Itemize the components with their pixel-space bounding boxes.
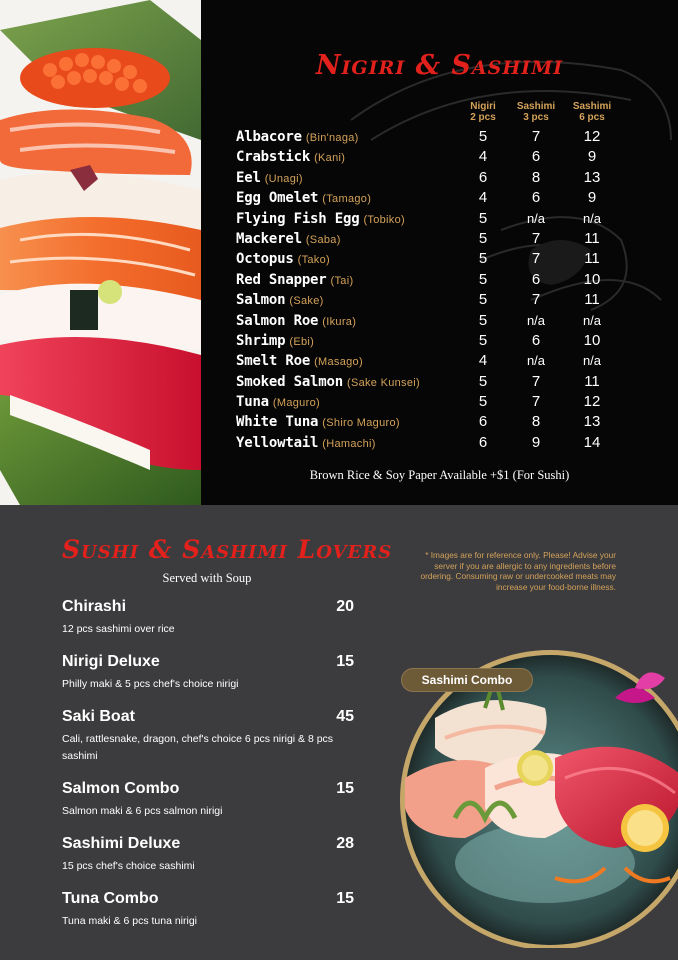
price-sashimi-3: 6 <box>531 270 541 288</box>
item-japanese-name: (Maguro) <box>272 397 320 410</box>
item-japanese-name: (Saba) <box>305 233 341 246</box>
price-sashimi-6: 9 <box>587 189 597 207</box>
price-nigiri: 6 <box>478 433 488 451</box>
price-nigiri: 6 <box>478 413 488 431</box>
column-header-sashimi-6 <box>567 101 617 123</box>
menu-item-row <box>236 351 636 371</box>
price-nigiri: 5 <box>478 128 488 145</box>
item-japanese-name: (Hamachi) <box>322 437 376 450</box>
item-name <box>236 311 356 332</box>
item-japanese-name: (Unagi) <box>264 172 303 185</box>
price-sashimi-6: n/a <box>582 312 602 328</box>
price-sashimi-3: 7 <box>531 393 541 411</box>
price-sashimi-3: 6 <box>531 331 541 349</box>
combo-description: Cali, rattlesnake, dragon, chef's choice 6 pcs nirigi & 8 pcs sashimi <box>62 733 334 762</box>
menu-item-row <box>236 270 636 290</box>
combo-price: 20 <box>336 598 354 615</box>
menu-item-row <box>236 188 636 208</box>
price-sashimi-6: 13 <box>583 168 601 186</box>
item-japanese-name: (Shiro Maguro) <box>322 417 400 430</box>
item-japanese-name: (Tobiko) <box>363 213 405 226</box>
sashimi-combo-label: Sashimi Combo <box>401 668 533 692</box>
item-japanese-name: (Tamago) <box>322 193 372 206</box>
item-japanese-name: (Tai) <box>330 274 354 287</box>
price-sashimi-6: 11 <box>584 291 600 309</box>
item-name-text: Smelt Roe <box>236 353 311 370</box>
price-nigiri: 4 <box>478 189 488 207</box>
menu-item-row <box>236 290 636 310</box>
item-japanese-name: (Kani) <box>314 152 346 165</box>
price-nigiri: 5 <box>478 250 488 268</box>
item-name-text: Salmon Roe <box>236 312 319 329</box>
item-name <box>236 433 376 454</box>
item-name <box>236 351 363 372</box>
column-header-line: Nigiri <box>470 101 496 112</box>
item-name-text: Yellowtail <box>236 434 319 451</box>
price-nigiri: 4 <box>478 352 488 370</box>
combo-name: Tuna Combo <box>62 890 159 907</box>
combo-item <box>62 597 358 638</box>
item-name-text: Tuna <box>236 394 269 411</box>
item-name <box>236 188 371 209</box>
combo-item <box>62 834 358 875</box>
combo-name: Sashimi Deluxe <box>62 835 181 852</box>
combo-name: Saki Boat <box>62 708 135 725</box>
price-sashimi-3: 6 <box>531 189 541 207</box>
combo-price: 15 <box>336 653 354 670</box>
lovers-subtitle: Served with Soup <box>162 571 252 585</box>
price-nigiri: 5 <box>478 229 488 247</box>
allergy-disclaimer: * Images are for reference only. Please! Advise your server if you are allergic to any ingredients before ordering. Consuming raw or undercooked meats may increase your food-borne illness. <box>420 550 616 592</box>
price-sashimi-6: 11 <box>584 229 600 247</box>
price-sashimi-6: 11 <box>584 372 600 390</box>
column-header-nigiri <box>458 101 508 123</box>
item-name <box>236 249 330 270</box>
menu-item-row <box>236 372 636 392</box>
nigiri-title: Nigiri & Sashimi <box>315 50 564 81</box>
combo-price: 15 <box>336 780 354 797</box>
combo-price: 45 <box>336 708 354 725</box>
combo-item <box>62 889 358 930</box>
item-name <box>236 270 353 291</box>
item-name <box>236 392 320 413</box>
price-nigiri: 4 <box>478 148 488 166</box>
item-japanese-name: (Tako) <box>297 254 330 267</box>
menu-item-row <box>236 147 636 167</box>
price-sashimi-3: 7 <box>531 229 541 247</box>
price-sashimi-6: n/a <box>582 353 602 369</box>
item-name <box>236 412 400 433</box>
combo-description: Philly maki & 5 pcs chef's choice nirigi <box>62 678 239 690</box>
price-sashimi-6: n/a <box>582 210 602 226</box>
price-sashimi-3: 9 <box>531 433 541 451</box>
item-name-text: White Tuna <box>236 414 319 431</box>
price-sashimi-3: 6 <box>531 148 541 166</box>
combo-price: 15 <box>336 890 354 907</box>
price-sashimi-6: 10 <box>583 331 601 349</box>
menu-item-row <box>236 331 636 351</box>
item-name <box>236 229 341 250</box>
price-sashimi-3: n/a <box>526 312 546 328</box>
combo-name: Nirigi Deluxe <box>62 653 160 670</box>
menu-item-row <box>236 127 636 147</box>
combo-item <box>62 707 358 765</box>
item-name <box>236 331 314 352</box>
menu-item-row <box>236 392 636 412</box>
price-sashimi-3: n/a <box>526 353 546 369</box>
column-header-line: Sashimi <box>516 101 556 112</box>
combo-item <box>62 652 358 693</box>
item-name <box>236 168 303 189</box>
item-japanese-name: (Masago) <box>314 356 363 369</box>
price-nigiri: 6 <box>478 168 488 186</box>
brown-rice-note: Brown Rice & Soy Paper Available +$1 (For Sushi) <box>309 468 570 482</box>
price-sashimi-6: 12 <box>583 128 601 145</box>
item-name-text: Eel <box>236 169 261 186</box>
menu-item-row <box>236 433 636 453</box>
price-nigiri: 5 <box>478 311 488 329</box>
combo-name: Salmon Combo <box>62 780 180 797</box>
price-nigiri: 5 <box>478 291 488 309</box>
item-name <box>236 372 420 393</box>
menu-item-row <box>236 168 636 188</box>
lovers-title: Sushi & Sashimi Lovers <box>62 535 393 564</box>
price-sashimi-3: 7 <box>531 372 541 390</box>
item-name-text: Octopus <box>236 251 294 268</box>
item-japanese-name: (Sake Kunsei) <box>346 376 420 389</box>
nigiri-price-table <box>236 127 636 453</box>
item-name-text: Egg Omelet <box>236 190 319 207</box>
column-header-sashimi-3 <box>511 101 561 123</box>
item-name-text: Salmon <box>236 292 286 309</box>
item-japanese-name: (Sake) <box>289 295 324 308</box>
price-sashimi-3: 7 <box>531 291 541 309</box>
combo-description: 12 pcs sashimi over rice <box>62 623 175 635</box>
column-header-line: 2 pcs <box>470 112 496 123</box>
price-sashimi-3: 8 <box>531 413 541 431</box>
item-name-text: Smoked Salmon <box>236 373 343 390</box>
item-japanese-name: (Bin'naga) <box>305 132 359 144</box>
price-sashimi-6: 11 <box>584 250 600 268</box>
lovers-section <box>0 505 678 960</box>
item-japanese-name: (Ebi) <box>289 335 315 348</box>
column-header-line: 3 pcs <box>523 112 549 123</box>
price-nigiri: 5 <box>478 331 488 349</box>
combo-item <box>62 779 358 820</box>
item-name-text: Red Snapper <box>236 271 327 288</box>
price-sashimi-6: 12 <box>583 393 601 411</box>
item-name <box>236 209 405 230</box>
column-header-line: 6 pcs <box>579 112 605 123</box>
menu-item-row <box>236 209 636 229</box>
item-name-text: Crabstick <box>236 149 311 166</box>
combo-description: 15 pcs chef's choice sashimi <box>62 860 195 872</box>
sashimi-combo-photo <box>395 648 678 948</box>
menu-item-row <box>236 311 636 331</box>
menu-item-row <box>236 249 636 269</box>
price-nigiri: 5 <box>478 270 488 288</box>
combo-name: Chirashi <box>62 598 127 615</box>
price-sashimi-6: 13 <box>583 413 601 431</box>
item-name <box>236 147 345 168</box>
price-nigiri: 5 <box>478 393 488 411</box>
price-nigiri: 5 <box>478 372 488 390</box>
price-sashimi-6: 14 <box>583 433 601 451</box>
nigiri-photo <box>0 0 201 505</box>
item-name-text: Albacore <box>236 129 302 145</box>
combo-description: Tuna maki & 6 pcs tuna nirigi <box>62 915 198 927</box>
combo-price: 28 <box>336 835 354 852</box>
column-header-line: Sashimi <box>572 101 612 112</box>
price-sashimi-3: n/a <box>526 210 546 226</box>
combo-list <box>62 597 358 930</box>
price-sashimi-6: 10 <box>583 270 601 288</box>
price-nigiri: 5 <box>478 209 488 227</box>
item-name-text: Flying Fish Egg <box>236 210 360 227</box>
item-name-text: Mackerel <box>236 230 302 247</box>
price-sashimi-3: 8 <box>531 168 541 186</box>
menu-item-row <box>236 229 636 249</box>
menu-item-row <box>236 412 636 432</box>
item-name <box>236 290 324 311</box>
item-name-text: Shrimp <box>236 332 286 349</box>
combo-description: Salmon maki & 6 pcs salmon nirigi <box>62 805 223 817</box>
item-name <box>236 127 359 148</box>
price-sashimi-6: 9 <box>587 148 597 166</box>
price-sashimi-3: 7 <box>531 128 541 145</box>
item-japanese-name: (Ikura) <box>322 315 357 328</box>
price-sashimi-3: 7 <box>531 250 541 268</box>
